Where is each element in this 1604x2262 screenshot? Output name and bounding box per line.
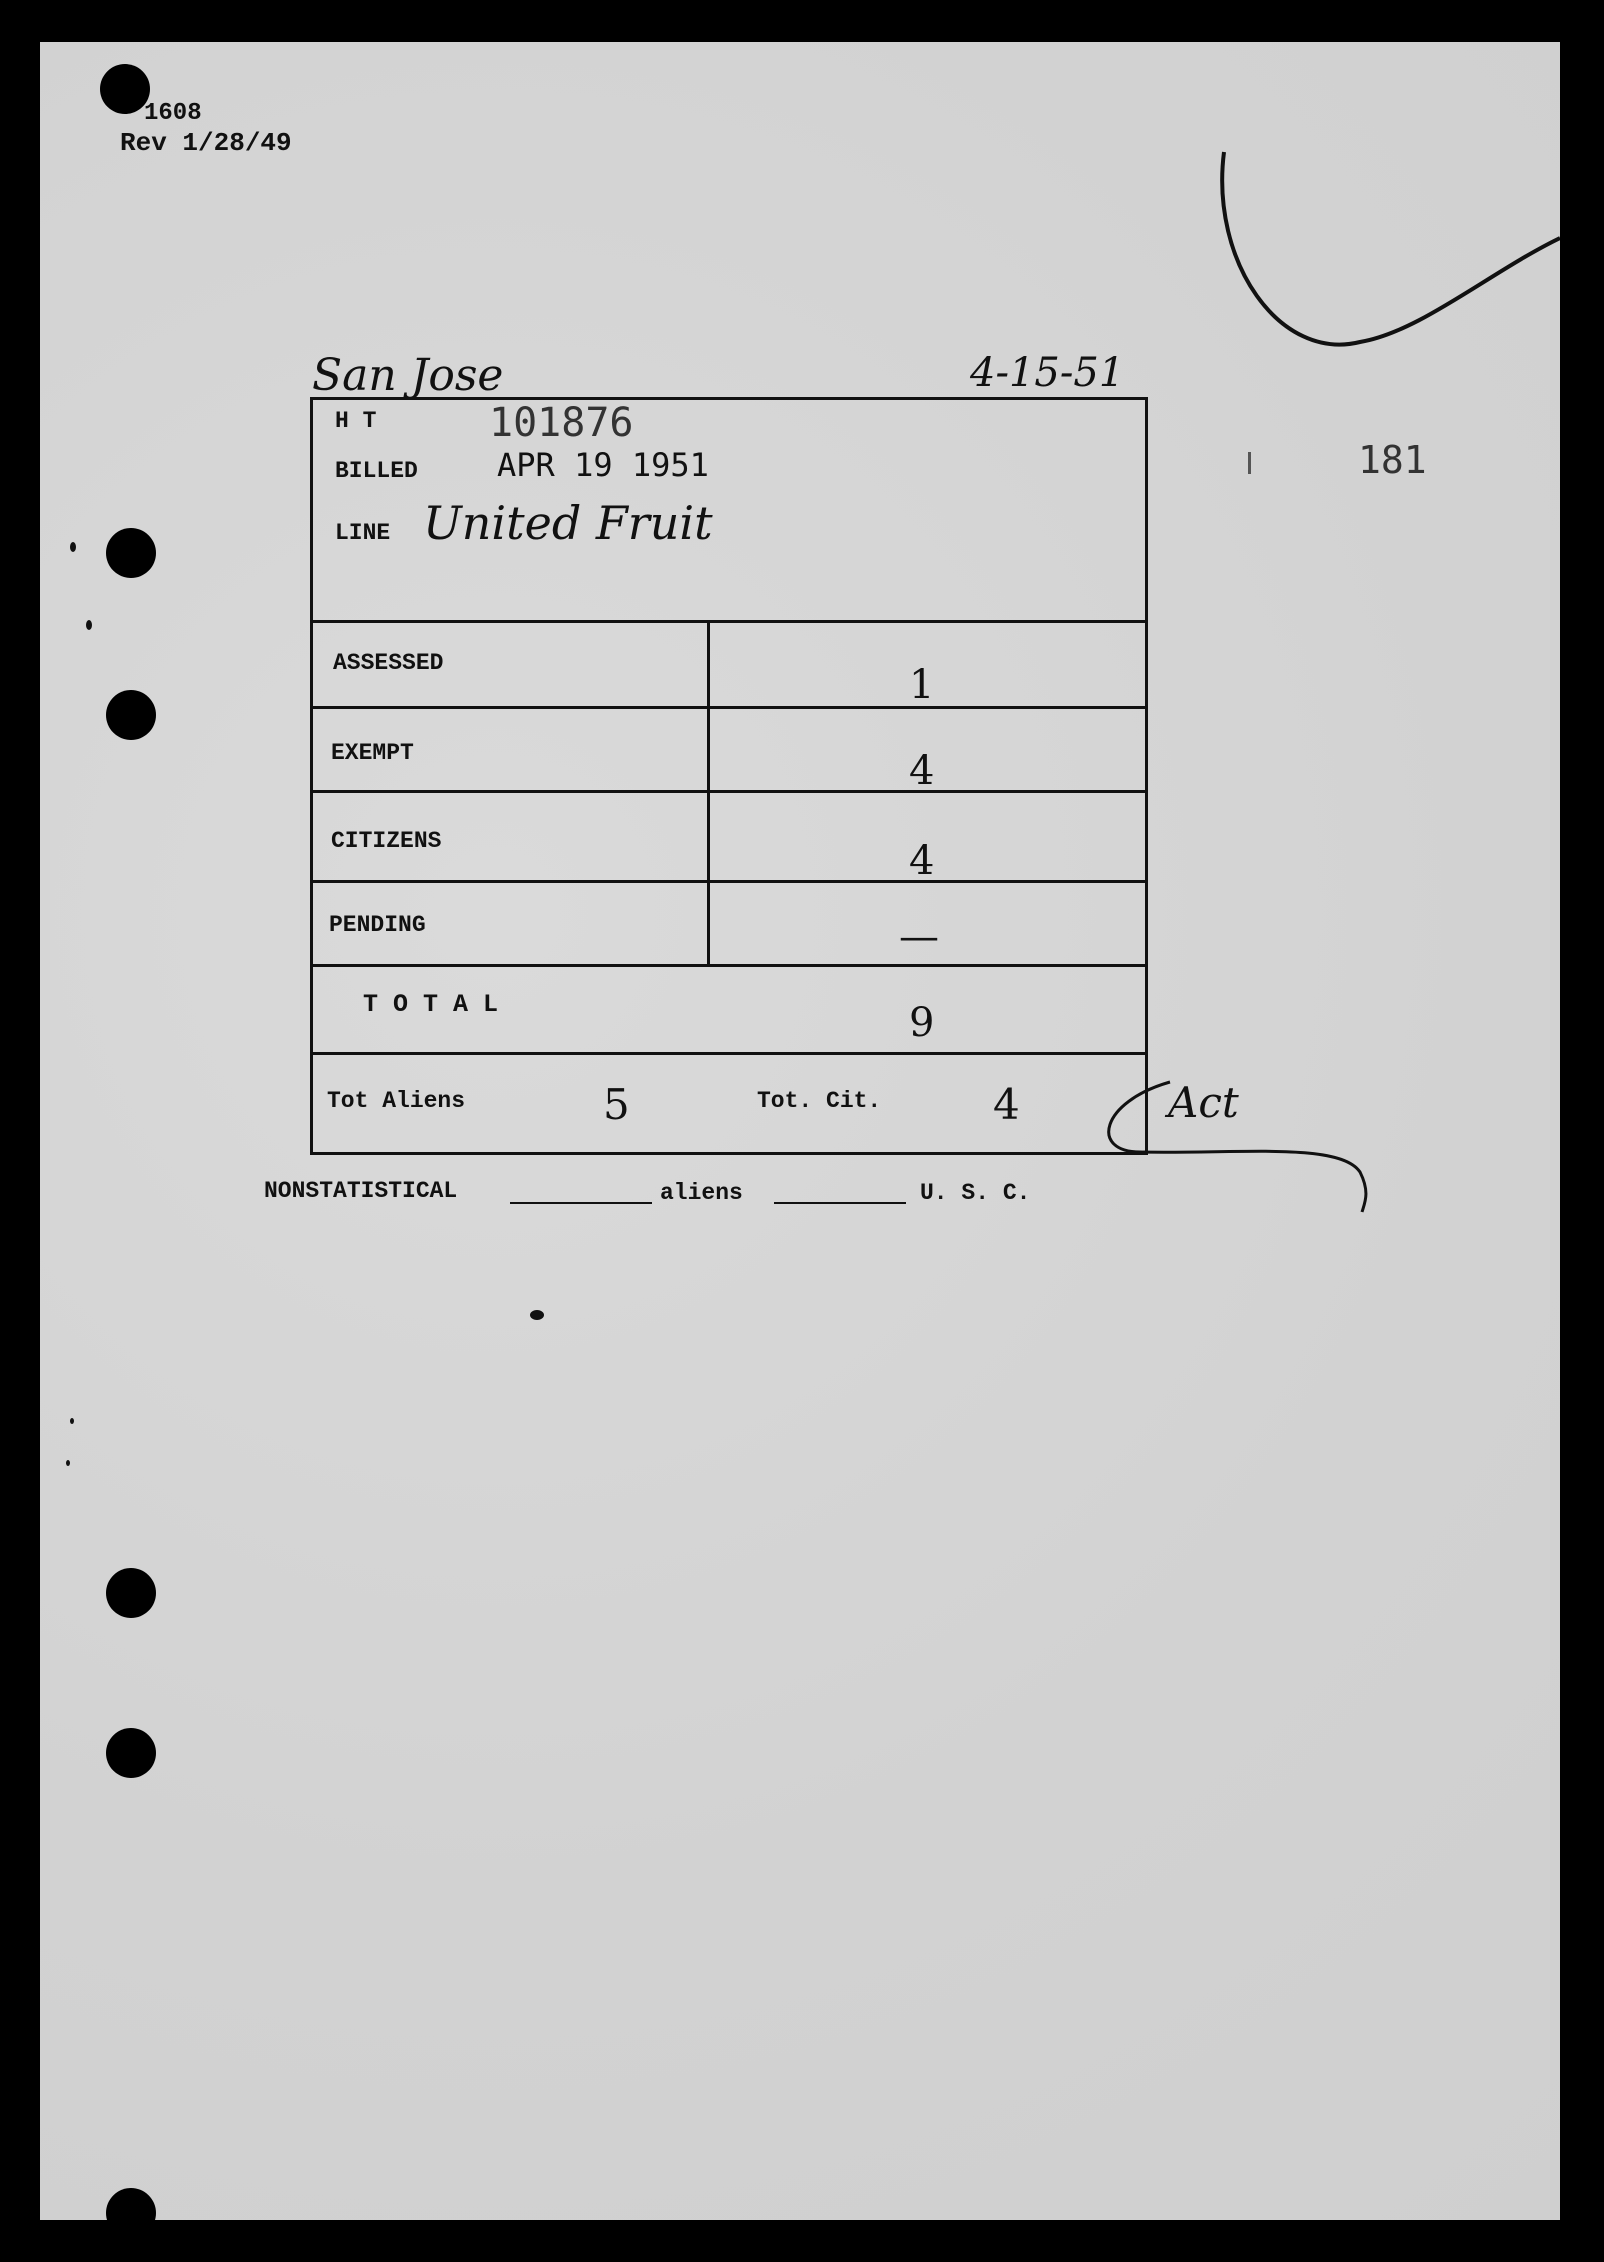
nonstatistical-blank — [510, 1202, 652, 1204]
table-rule — [313, 880, 1145, 883]
aliens-label: aliens — [660, 1180, 743, 1206]
total-label: T O T A L — [363, 990, 499, 1019]
table-rule — [313, 620, 1145, 623]
citizens-value: 4 — [909, 838, 935, 884]
nonstatistical-label: NONSTATISTICAL — [264, 1178, 458, 1204]
aliens-blank — [774, 1202, 906, 1204]
exempt-label: EXEMPT — [331, 740, 414, 766]
tot-aliens-value: 5 — [603, 1080, 630, 1129]
handwritten-port: San Jose — [312, 350, 504, 401]
citizens-label: CITIZENS — [331, 828, 442, 854]
ht-label: H T — [335, 408, 377, 434]
page-number-stamp: 181 — [1358, 438, 1427, 482]
assessed-value: 1 — [909, 662, 935, 708]
tot-cit-value: 4 — [993, 1080, 1020, 1129]
form-box — [310, 397, 1148, 1155]
ht-value: 101876 — [489, 400, 634, 446]
billed-value: APR 19 1951 — [497, 446, 709, 484]
handwritten-date: 4-15-51 — [970, 350, 1125, 396]
table-rule — [313, 964, 1145, 967]
document-page — [40, 42, 1560, 2220]
line-value: United Fruit — [423, 496, 713, 550]
table-rule — [313, 790, 1145, 793]
exempt-value: 4 — [909, 748, 935, 794]
tot-aliens-label: Tot Aliens — [327, 1088, 466, 1114]
table-divider — [707, 620, 710, 966]
pending-label: PENDING — [329, 912, 426, 938]
billed-label: BILLED — [335, 458, 418, 484]
usc-label: U. S. C. — [920, 1180, 1031, 1206]
table-rule — [313, 706, 1145, 709]
initials: Act — [1168, 1078, 1239, 1127]
form-number: 1608 — [144, 100, 202, 127]
line-label: LINE — [335, 520, 391, 546]
form-revision: Rev 1/28/49 — [120, 128, 292, 158]
tot-cit-label: Tot. Cit. — [757, 1088, 882, 1114]
table-rule — [313, 1052, 1145, 1055]
total-value: 9 — [909, 1000, 935, 1046]
assessed-label: ASSESSED — [333, 650, 444, 676]
pending-value: — — [899, 914, 939, 960]
